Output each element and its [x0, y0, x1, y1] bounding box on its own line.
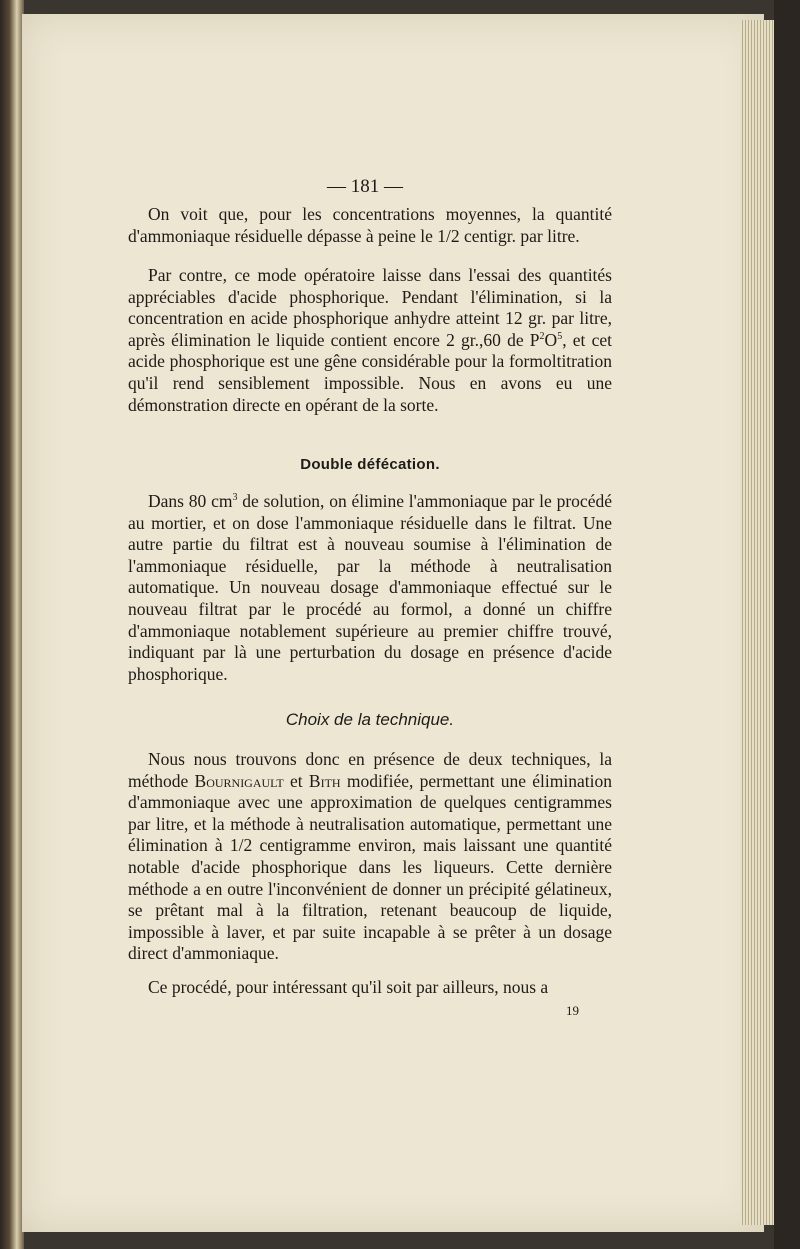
- book-spine-edge: [0, 0, 24, 1249]
- signature-mark: 19: [566, 1003, 579, 1018]
- heading-double-defecation: Double défécation.: [300, 456, 440, 473]
- page-stack-edge: [740, 20, 774, 1225]
- paragraph-4: Nous nous trouvons donc en présence de deux techniques, la méthode Bournigault et Bith modifiée, permettant une élimination d'ammoniaque avec une approximation de quelques centigrammes par litre, et la méthode à neutralisation automatique, permettant une élimination à 1/2 centigramme environ, mais laissant une quantité notable d'acide phosphorique dans les liqueurs. Cette dernière méthode a en outre l'inconvénient de donner un précipité gélatineux, se prêtant mal à la filtration, retenant beaucoup de liquide, impossible à laver, et par suite incapable à se prêter à un dosage direct d'ammoniaque.: [128, 749, 612, 964]
- background-right: [774, 0, 800, 1249]
- paragraph-1: On voit que, pour les concentrations moyennes, la quantité d'ammoniaque résiduelle dépasse à peine le 1/2 centigr. par litre.: [128, 204, 612, 246]
- page-number: — 181 —: [327, 176, 403, 197]
- paragraph-5: Ce procédé, pour intéressant qu'il soit par ailleurs, nous a: [148, 977, 549, 997]
- paragraph-3: Dans 80 $cm^3$ de solution, on élimine l'ammoniaque par le procédé au mortier, et on dose l'ammoniaque résiduelle dans le filtrat. Une autre partie du filtrat est à nouveau soumise à l'élimination de l'ammoniaque résiduelle, par la méthode à neutralisation automatique. Un nouveau dosage d'ammoniaque effectué sur le nouveau filtrat par le procédé au formol, a donné un chiffre d'ammoniaque notablement supérieure au premier chiffre trouvé, indiquant par là une perturbation du dosage en présence d'acide phosphorique.: [128, 491, 612, 684]
- heading-choix-technique: Choix de la technique.: [285, 710, 455, 729]
- paragraph-2: Par contre, ce mode opératoire laisse dans l'essai des quantités appréciables d'acide phosphorique. Pendant l'élimination, si la concentration en acide phosphorique anhydre atteint 12 gr. par litre, après élimination le liquide contient encore 2 gr.,60 de $P^2O^5$, et cet acide phosphorique est une gêne considérable pour la formoltitration qu'il rend sensiblement impossible. Nous en avons eu une démonstration directe en opérant de la sorte.: [128, 265, 612, 415]
